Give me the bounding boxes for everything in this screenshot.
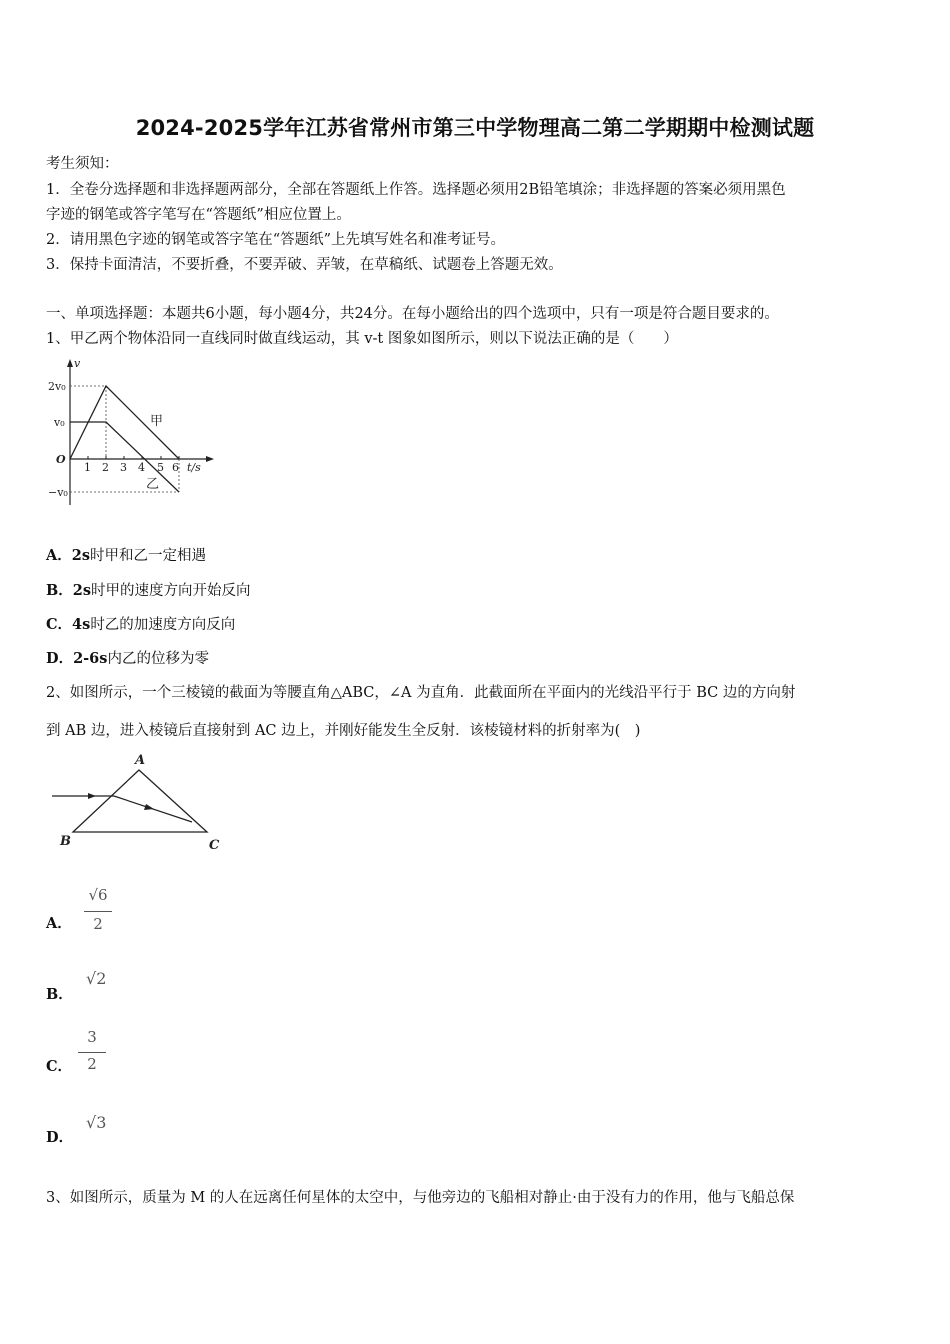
- origin-label: O: [56, 453, 66, 466]
- two-v0-label: 2v₀: [48, 380, 66, 393]
- tick-label: 2: [102, 461, 109, 474]
- t-axis-label: t/s: [187, 461, 201, 474]
- page-title: 2024-2025学年江苏省常州市第三中学物理高二第二学期期中检测试题: [135, 116, 815, 140]
- q1-option-d[interactable]: D．2-6s内乙的位移为零: [46, 650, 209, 667]
- q2-stem-line-2: 到 AB 边，进入棱镜后直接射到 AC 边上，并刚好能发生全反射．该棱镜材料的折射率为( ): [46, 723, 641, 739]
- v-axis-label: v: [74, 357, 81, 370]
- q1-option-c[interactable]: C．4s时乙的加速度方向反向: [46, 616, 236, 633]
- tick-label: 3: [120, 461, 127, 474]
- neg-v0-label: −v₀: [48, 486, 68, 499]
- tick-label: 5: [157, 461, 164, 474]
- vertex-b-label: B: [60, 834, 71, 849]
- q2-option-d-expr: √3: [86, 1113, 107, 1132]
- q2-option-b[interactable]: B．: [46, 986, 73, 1003]
- q1-stem: 1、甲乙两个物体沿同一直线同时做直线运动，其 v-t 图象如图所示，则以下说法正确的是（ ）: [46, 331, 678, 347]
- jia-label: 甲: [150, 414, 164, 429]
- tick-label: 1: [84, 461, 91, 474]
- notice-line-2: 2．请用黑色字迹的钢笔或答字笔在“答题纸”上先填写姓名和准考证号。: [46, 232, 506, 248]
- q2-option-a[interactable]: A．: [46, 915, 72, 932]
- yi-label: 乙: [146, 477, 160, 492]
- q2-option-c[interactable]: C．: [46, 1058, 73, 1075]
- v0-label: v₀: [54, 416, 65, 429]
- notice-line-3: 3．保持卡面清洁，不要折叠，不要弄破、弄皱，在草稿纸、试题卷上答题无效。: [46, 257, 563, 273]
- tick-label: 6: [172, 461, 179, 474]
- q2-option-d[interactable]: D．: [46, 1129, 74, 1146]
- notice-line-1b: 字迹的钢笔或答字笔写在“答题纸”相应位置上。: [46, 207, 351, 223]
- q1-vt-graph: [44, 355, 219, 515]
- vertex-a-label: A: [135, 753, 146, 768]
- section-heading: 一、单项选择题：本题共6小题，每小题4分，共24分。在每小题给出的四个选项中，只有一项是符合题目要求的。: [46, 306, 779, 322]
- vertex-c-label: C: [209, 838, 220, 853]
- q2-option-b-expr: √2: [86, 969, 107, 988]
- notice-line-1a: 1．全卷分选择题和非选择题两部分，全部在答题纸上作答。选择题必须用2B铅笔填涂；非选择题的答案必须用黑色: [46, 182, 786, 198]
- q3-stem: 3、如图所示，质量为 M 的人在远离任何星体的太空中，与他旁边的飞船相对静止·由于没有力的作用，他与飞船总保: [46, 1190, 795, 1206]
- q1-option-b[interactable]: B．2s时甲的速度方向开始反向: [46, 582, 251, 599]
- tick-label: 4: [138, 461, 145, 474]
- q1-option-a[interactable]: A．2s时甲和乙一定相遇: [46, 547, 207, 564]
- q2-prism-figure: [46, 748, 231, 858]
- q2-stem-line-1: 2、如图所示，一个三棱镜的截面为等腰直角△ABC，∠A 为直角．此截面所在平面内的光线沿平行于 BC 边的方向射: [46, 685, 796, 701]
- notice-heading: 考生须知：: [46, 156, 119, 172]
